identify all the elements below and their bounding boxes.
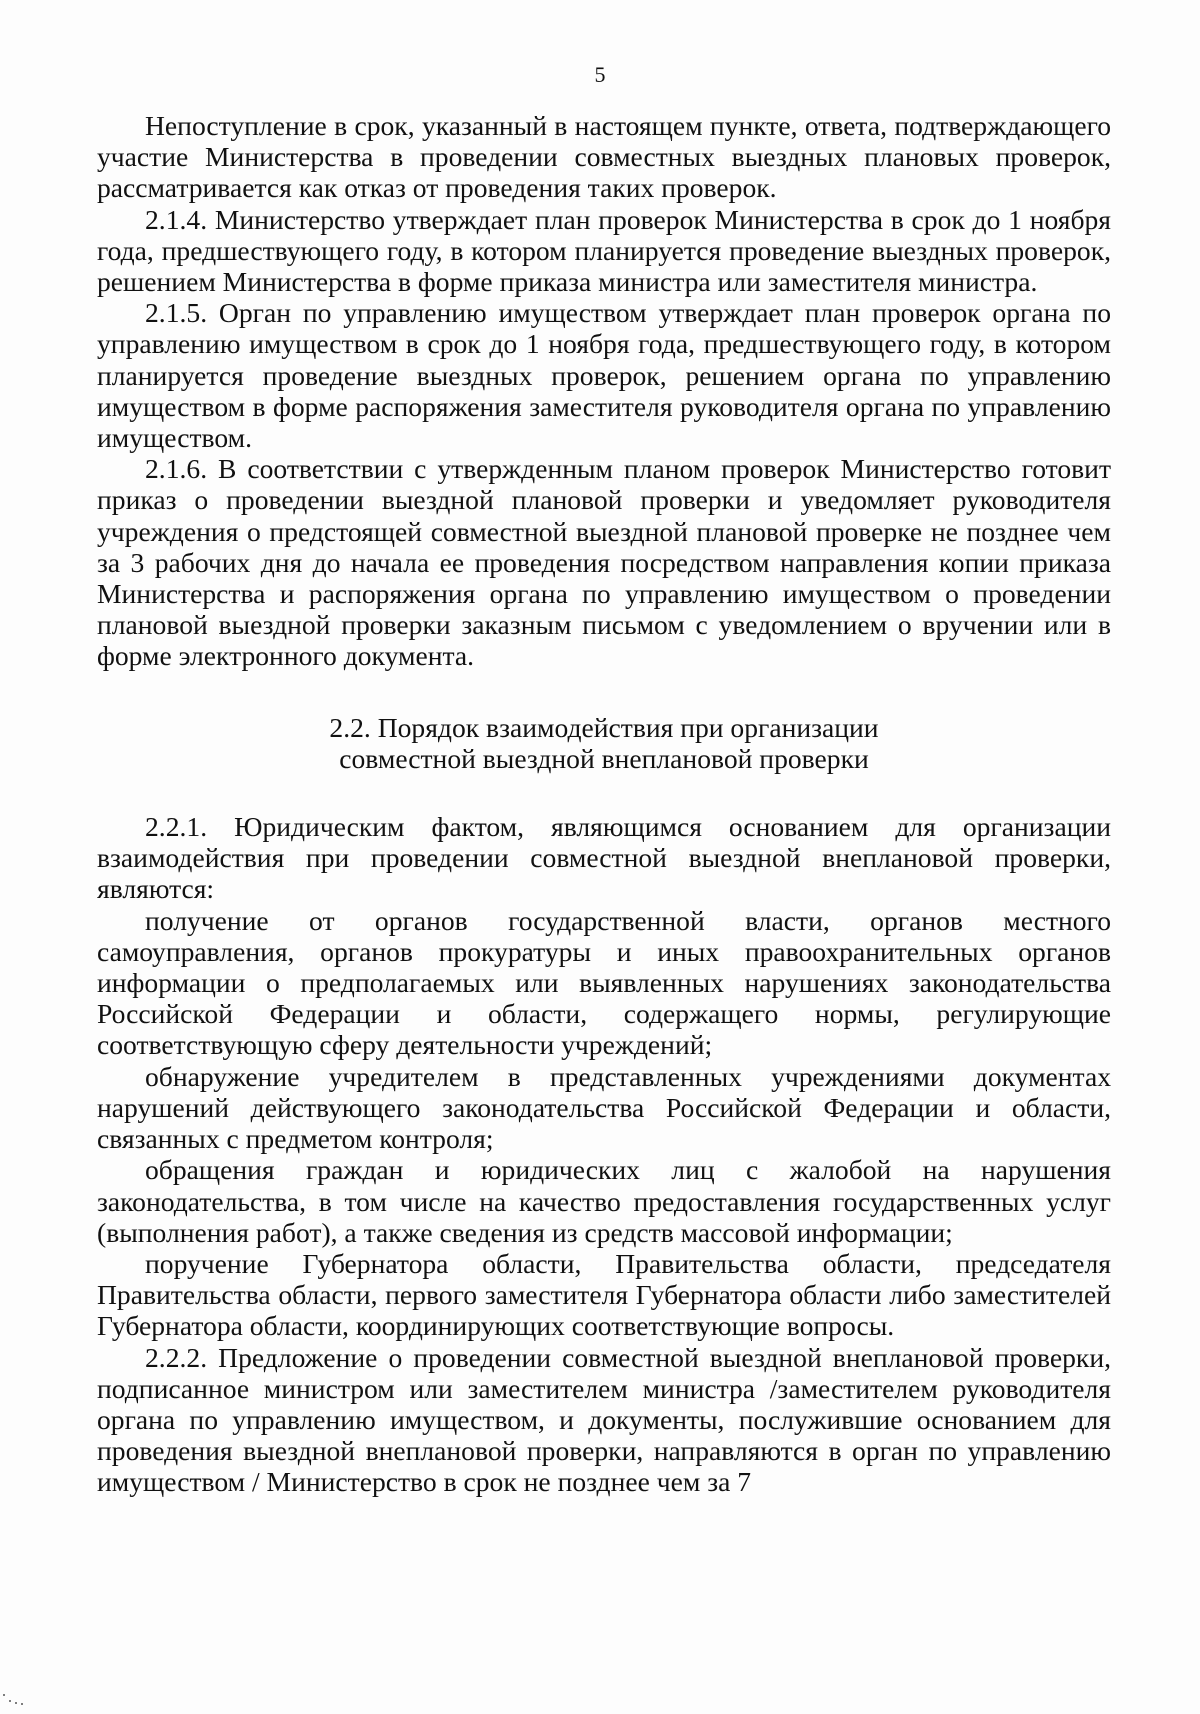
list-item-citizen-complaints: обращения граждан и юридических лиц с жалобой на нарушения законодательства, в том числе на качество предоставления государственных услуг (выполнения работ), а также сведения из средств массовой информации; xyxy=(97,1154,1111,1248)
scan-artifact xyxy=(0,1690,60,1710)
section-heading-line-2: совместной выездной внеплановой проверки xyxy=(339,742,869,774)
section-heading-2-2 xyxy=(97,712,1111,774)
document-body xyxy=(97,110,1111,1498)
list-item-governor-order: поручение Губернатора области, Правительства области, председателя Правительства области, первого заместителя Губернатора области либо заместителей Губернатора области, координирующих соответствующие вопросы. xyxy=(97,1247,1111,1342)
paragraph-2-1-5: 2.1.5. Орган по управлению имуществом утверждает план проверок органа по управлению имуществом в срок до 1 ноября года, предшествующего году, в котором планируется проведение выездных проверок, решением органа по управлению имуществом в форме распоряжения заместителя руководителя органа по управлению имуществом. xyxy=(97,297,1111,454)
paragraph-2-2-1: 2.2.1. Юридическим фактом, являющимся основанием для организации взаимодействия при проведении совместной выездной внеплановой проверки, являются: xyxy=(97,811,1111,905)
list-item-authorities-info: получение от органов государственной власти, органов местного самоуправления, органов прокуратуры и иных правоохранительных органов информации о предполагаемых или выявленных нарушениях законодательства Российской Федерации и области, содержащего нормы, регулирующие соответствующую сферу деятельности учреждений; xyxy=(97,904,1111,1061)
paragraph-2-2-2: 2.2.2. Предложение о проведении совместной выездной внеплановой проверки, подписанное министром или заместителем министра /заместителем руководителя органа по управлению имуществом, и документы, послужившие основанием для проведения выездной внеплановой проверки, направляются в орган по управлению имуществом / Министерство в срок не позднее чем за 7 xyxy=(97,1341,1111,1498)
paragraph-2-1-6: 2.1.6. В соответствии с утвержденным планом проверок Министерство готовит приказ о проведении выездной плановой проверки и уведомляет руководителя учреждения о предстоящей совместной выездной плановой проверке не позднее чем за 3 рабочих дня до начала ее проведения посредством направления копии приказа Министерства и распоряжения органа по управлению имуществом о проведении плановой выездной проверки заказным письмом с уведомлением о вручении или в форме электронного документа. xyxy=(97,453,1111,672)
list-item-founder-detection: обнаружение учредителем в представленных учреждениями документах нарушений действующего законодательства Российской Федерации и области, связанных с предметом контроля; xyxy=(97,1060,1111,1155)
page-number: 5 xyxy=(594,62,606,87)
paragraph-refusal-note: Непоступление в срок, указанный в настоящем пункте, ответа, подтверждающего участие Министерства в проведении совместных выездных плановых проверок, рассматривается как отказ от проведения таких проверок. xyxy=(97,110,1111,204)
section-heading-line-1: 2.2. Порядок взаимодействия при организации xyxy=(329,711,879,743)
paragraph-2-1-4: 2.1.4. Министерство утверждает план проверок Министерства в срок до 1 ноября года, предшествующего году, в котором планируется проведение выездных проверок, решением Министерства в форме приказа министра или заместителя министра. xyxy=(97,203,1111,298)
